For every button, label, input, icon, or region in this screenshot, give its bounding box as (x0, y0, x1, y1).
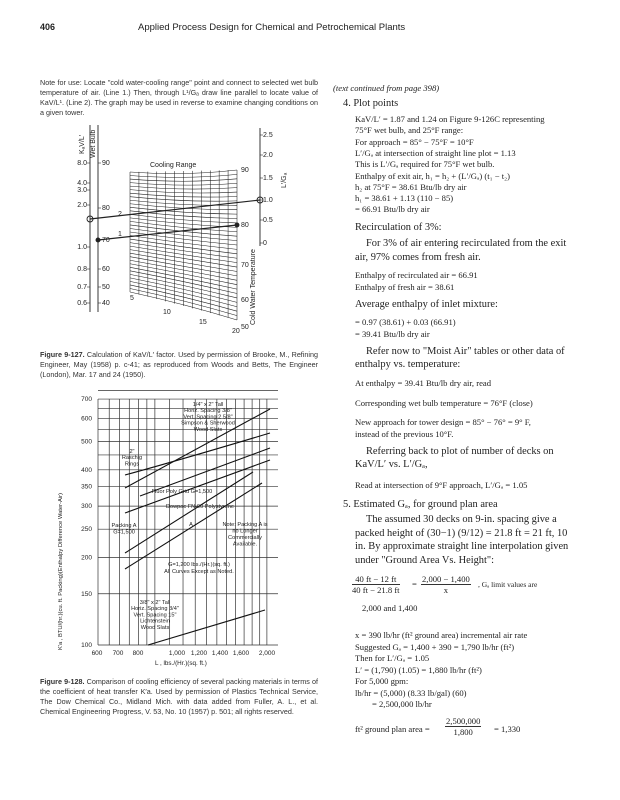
wet-bulb-tick: 90 (102, 160, 110, 167)
lg-tick: 2.0 (263, 152, 273, 159)
caption-text: Calculation of KaV/L′ factor. Used by permission of Brooke, M., Refining Engineer, May (1958) p. c-41; as reproduced from Woods and Betts, The Engineer (London), Mar. 17 and 24 (1950). (40, 350, 318, 379)
section-4-line: 75°F wet bulb, and 25°F range: (355, 125, 464, 136)
cooling-range-tick: 15 (199, 319, 207, 326)
y-tick: 350 (81, 483, 92, 491)
kav-tick: 0.8 (77, 266, 87, 273)
calculation-line: L′ = (1,790) (1.05) = 1,880 lb/hr (ft²) (355, 664, 482, 675)
simpson-label: Horiz. Spacing 3/8" (184, 408, 232, 415)
denominator: 1,800 (453, 727, 473, 737)
calculation-line: = 2,500,000 lb/hr (372, 699, 432, 709)
x-tick: 800 (132, 650, 144, 657)
numerator: 2,000 − 1,400 (422, 574, 470, 584)
limit-text: , Gₐ limit values are (478, 580, 538, 589)
denominator: 40 ft − 21.8 ft (352, 585, 400, 595)
calculation-line: lb/hr = (5,000) (8.33 lb/gal) (60) (355, 687, 467, 698)
fraction-area (445, 716, 481, 737)
corresponding-line: Corresponding wet bulb temperature = 76°F (close) (355, 398, 533, 408)
average-line: = 39.41 Btu/lb dry air (355, 329, 430, 339)
cold-water-tick: 60 (241, 297, 249, 304)
x-tick: 1,600 (232, 650, 250, 657)
calculation-line: x = 390 lb/hr (ft² ground area) incremental air rate (355, 630, 528, 640)
wet-bulb-tick: 60 (102, 266, 110, 273)
section-4-line: Enthalpy of exit air, h₁ = h₂ + (L′/Gₐ) (t₁ − t₂) (355, 170, 510, 181)
figure-9-128-caption (40, 677, 318, 717)
section-4-line: This is L′/Gₐ required for 75°F wet bulb. (355, 159, 495, 170)
y-tick: 400 (81, 466, 92, 474)
nomogram-note: Note for use: Locate "cold water-cooling range" point and connect to selected wet bulb temperature of air. (Line 1.) Then, through L¹/Gₐ draw line parallel to locate value of KaV/L¹. (Line 2). The graph may be used in reverse to examine changing conditions on a given tower. (40, 78, 318, 117)
section-4-line: KaV/L′ = 1.87 and 1.24 on Figure 9-126C representing (355, 114, 545, 124)
kav-tick: 1.0 (77, 244, 87, 251)
simpson-label: Wood Slats (193, 426, 223, 433)
lichtenstein-label: Wood Slats (140, 624, 170, 631)
denominator: x (443, 585, 449, 595)
section-4-line: = 66.91 Btu/lb dry air (355, 204, 430, 215)
section-4-line: h₂ at 75°F = 38.61 Btu/lb dry air (355, 181, 467, 192)
raschig-label: Raschig (121, 455, 143, 462)
cold-water-tick: 90 (241, 167, 249, 174)
y-tick: 600 (81, 415, 92, 423)
y-tick: 100 (81, 642, 92, 649)
wet-bulb-tick: 80 (102, 205, 110, 212)
average-line: = 0.97 (38.61) + 0.03 (66.91) (355, 317, 456, 327)
section-5-line: The assumed 30 decks on 9-in. spacing give a (366, 514, 557, 525)
numerator: 40 ft − 12 ft (352, 574, 400, 585)
section-5-heading: 5. Estimated Gₐ, for ground plan area (343, 499, 498, 510)
new-approach-line: New approach for tower design = 85° − 76° = 9° F, (355, 417, 531, 427)
y-tick: 700 (81, 396, 92, 404)
note-label: no Longer (232, 528, 258, 535)
cold-water-axis-label: Cold Water Temperature (250, 249, 257, 325)
refer-line: Refer now to "Moist Air" tables or other data of (366, 346, 565, 357)
cooling-range-tick: 5 (130, 295, 134, 302)
figure-9-127-caption (40, 350, 318, 380)
page-number: 406 (40, 22, 56, 32)
calculation-line: For 5,000 gpm: (355, 676, 409, 686)
running-title: Applied Process Design for Chemical and Petrochemical Plants (138, 22, 406, 33)
raschig-label: 2" (129, 449, 135, 455)
simpson-label: Vert. Spacing 2 5/8" (183, 414, 233, 421)
lichtenstein-label: Horiz. Spacing 3/4" (131, 606, 179, 613)
y-axis-label: K′a , BTU/(hr.)(cu. ft. Packing)(Enthalpy Difference Water-Air) (58, 492, 64, 650)
caption-label: Figure 9-127. (40, 350, 85, 359)
wet-bulb-tick: 50 (102, 284, 110, 291)
enthalpy-line: Enthalpy of recirculated air = 66.91 (355, 270, 478, 280)
lichtenstein-label: Lichtenstein (140, 618, 170, 625)
recirculation-line: For 3% of air entering recirculated from the exit (366, 238, 567, 249)
lg-tick: 0.5 (263, 217, 273, 224)
kav-tick: 0.7 (77, 284, 87, 291)
line-label-1: 1 (118, 231, 122, 238)
y-tick: 150 (81, 590, 92, 598)
lg-axis-label: L′/Gₐ (281, 172, 288, 188)
x-tick: 700 (112, 650, 124, 657)
lichtenstein-label: Vert. Spacing 15" (133, 612, 177, 619)
cooling-range-tick: 20 (232, 328, 240, 335)
section-5-line: under "Ground Area Vs. Height": (355, 554, 495, 566)
kav-tick: 3.0 (77, 187, 87, 194)
x-tick: 600 (91, 650, 103, 657)
kav-axis-label: KₐV/L′ (79, 134, 86, 154)
wet-bulb-tick: 40 (102, 300, 110, 307)
note-label: Note: Packing A is (222, 522, 268, 528)
read-at-line: Read at intersection of 9°F approach, L′/Gₐ = 1.05 (355, 480, 528, 490)
limit-values: 2,000 and 1,400 (362, 603, 418, 613)
cooling-range-tick: 10 (163, 309, 171, 316)
y-tick: 500 (81, 438, 92, 446)
lg-tick: 1.5 (263, 175, 273, 182)
wet-bulb-tick: 70 (102, 237, 110, 244)
calculation-line: Then for L′/Gₐ = 1.05 (355, 653, 430, 663)
g-label: G=1,200 lbs./(Hr.)(sq. ft.) (168, 562, 230, 568)
kav-tick: 2.0 (77, 202, 87, 209)
raschig-label: Rings (124, 461, 140, 468)
x-tick: 1,000 (168, 650, 186, 657)
caption-label: Figure 9-128. (40, 677, 85, 686)
fraction-height (352, 574, 400, 595)
section-4-line: L′/Gₐ at intersection of straight line plot = 1.13 (355, 147, 516, 158)
y-tick: 200 (81, 554, 92, 562)
lg-tick: 2.5 (263, 132, 273, 139)
average-heading: Average enthalpy of inlet mixture: (355, 299, 498, 310)
x-tick: 2,000 (258, 650, 276, 657)
equals: = (412, 579, 417, 589)
wet-bulb-axis-label: Wet Bulb (90, 129, 97, 158)
fraction-rate (421, 574, 471, 595)
at-enthalpy-line: At enthalpy = 39.41 Btu/lb dry air, read (355, 378, 492, 388)
new-approach-line: instead of the previous 10°F. (355, 429, 454, 439)
line-label-2: 2 (118, 211, 122, 218)
simpson-label: 1/4" x 2" Tall (192, 402, 224, 408)
section-5-line: packed height of (30−1) (9/12) = 21.8 ft = 21 ft, 10 (355, 527, 568, 539)
lg-tick: 1.0 (263, 197, 273, 204)
refer-line: enthalpy vs. temperature: (355, 359, 461, 370)
section-5-line: in. By approximate straight line interpolation given (355, 541, 569, 553)
recirculation-line: air, 97% comes from fresh air. (355, 252, 481, 263)
kav-tick: 0.6 (77, 300, 87, 307)
note-label: Available. (232, 541, 258, 548)
recirculation-heading: Recirculation of 3%: (355, 222, 442, 233)
lg-tick: 0 (263, 240, 267, 247)
x-tick: 1,200 (190, 650, 208, 657)
fluor-label: Fluor Poly Grid G=1,500 (151, 489, 213, 495)
cold-water-tick: 70 (241, 262, 249, 269)
section-4-line: For approach = 85° − 75°F = 10°F (355, 136, 474, 147)
x-axis-label: L , lbs./(Hr.)(sq. ft.) (155, 660, 207, 667)
g-label: All Curves Except as Noted. (164, 569, 234, 575)
referring-line: KaV/L′ vs. L′/Gₐ, (355, 459, 428, 470)
y-tick: 300 (81, 503, 92, 511)
packing-a-label: G=1,500 (113, 529, 135, 536)
dowpac-label: Dowpac FN-90 Polystyrene (165, 504, 235, 510)
cooling-range-title: Cooling Range (150, 162, 197, 169)
section-4-line: h₁ = 38.61 + 1.13 (110 − 85) (355, 193, 454, 204)
x-tick: 1,400 (211, 650, 229, 657)
section-4-heading: 4. Plot points (343, 98, 399, 109)
cold-water-tick: 50 (241, 324, 249, 331)
note-label: Commercially (228, 535, 262, 541)
y-tick: 250 (81, 526, 92, 534)
packing-a-label: Packing A (111, 523, 137, 529)
a-label: A (189, 522, 193, 528)
area-result: = 1,330 (494, 724, 521, 734)
numerator: 2,500,000 (446, 716, 481, 726)
kav-tick: 8.0 (77, 160, 87, 167)
continued-note: (text continued from page 398) (333, 83, 440, 93)
caption-text: Comparison of cooling efficiency of several packing materials in terms of the coefficient of heat transfer K′a. Used by permission of Plastics Technical Service, The Dow Chemical Co., Midland Mich. with data added from Fuller, A. L., et al. Chemical Engineering Progress, V. 53, No. 10 (1957) p. 501; all rights reserved. (40, 677, 318, 716)
calculation-line: Suggested Gₐ = 1,400 + 390 = 1,790 lb/hr (ft²) (355, 641, 515, 652)
kav-tick: 4.0 (77, 180, 87, 187)
simpson-label: Simpson & Sherwood (181, 420, 235, 427)
referring-line: Referring back to plot of number of decks on (366, 446, 554, 457)
area-label: ft² ground plan area = (355, 724, 430, 734)
lichtenstein-label: 3/8" x 2" Tall (139, 600, 171, 606)
cold-water-tick: 80 (241, 222, 249, 229)
figure-9-127-nomogram (0, 0, 320, 345)
enthalpy-line: Enthalpy of fresh air = 38.61 (355, 282, 455, 292)
figure-9-128-chart (0, 390, 320, 675)
